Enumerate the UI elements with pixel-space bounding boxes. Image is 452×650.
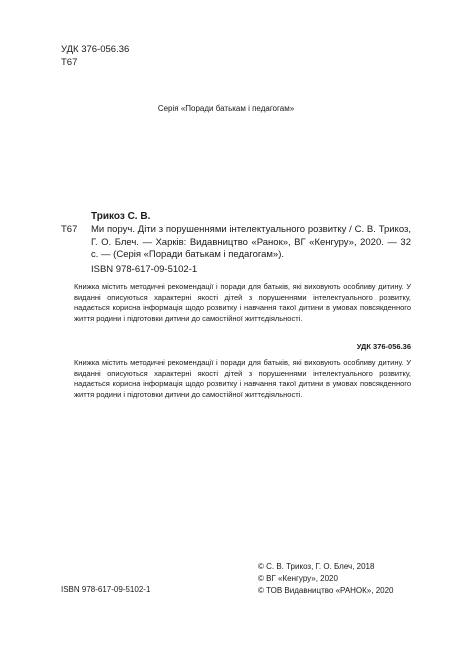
copyright-line: © ТОВ Видавництво «РАНОК», 2020 [258, 586, 394, 595]
author-mark: Т67 [61, 57, 78, 68]
footer-isbn: ISBN 978-617-09-5102-1 [61, 585, 151, 594]
copyright-list [258, 561, 394, 597]
bibliographic-description: Ми поруч. Діти з порушеннями інтелектуального розвитку / С. В. Трикоз, Г. О. Блеч. — Харків: Видавництво «Ранок», ВГ «Кенгуру», 2020. — 32 с. — (Серія «Поради батькам і педагогам»). [91, 224, 411, 260]
copyright-line: © ВГ «Кенгуру», 2020 [258, 574, 338, 583]
series-line: Серія «Поради батькам і педагогам» [157, 104, 295, 113]
copyright-line: © С. В. Трикоз, Г. О. Блеч, 2018 [258, 562, 375, 571]
catalog-isbn: ISBN 978-617-09-5102-1 [91, 264, 198, 275]
udk-block [61, 43, 129, 69]
udk-code: УДК 376-056.36 [61, 44, 130, 55]
catalog-author-mark: Т67 [61, 224, 78, 235]
summary: Книжка містить методичні рекомендації і поради для батьків, які виховують особливу дитину. У виданні описуються характерні якості дітей з порушеннями інтелектуального розвитку, надається корисна інформація щодо розвитку і навчання такої дитини в умовах повсякденного життя родини і підготовки дитини до самостійної життєдіяльності. [74, 358, 411, 399]
annotation: Книжка містить методичні рекомендації і поради для батьків, які виховують особливу дитину. У виданні описуються характерні якості дітей з порушеннями інтелектуального розвитку, надається корисна інформація щодо розвитку і навчання такої дитини в умовах повсякденного життя родини і підготовки дитини до самостійної життєдіяльності. [74, 282, 411, 323]
catalog-author: Трикоз С. В. [91, 211, 151, 222]
catalog-udk-code: УДК 376-056.36 [356, 342, 411, 351]
